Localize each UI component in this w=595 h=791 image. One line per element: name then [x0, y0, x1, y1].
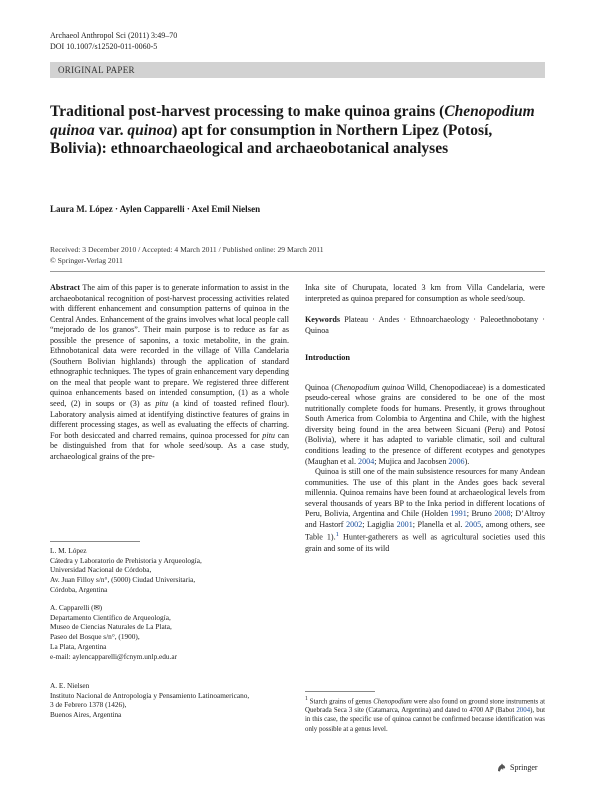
author-list: Laura M. López · Aylen Capparelli · Axel Emil Nielsen	[50, 204, 261, 214]
publisher-name: Springer	[510, 763, 538, 772]
affiliation-name: A. E. Nielsen	[50, 681, 90, 690]
citation-link[interactable]: 2004	[516, 707, 531, 715]
history-dates: Received: 3 December 2010 / Accepted: 4 March 2011 / Published online: 29 March 2011	[50, 245, 324, 254]
affiliation-capparelli: A. Capparelli (✉) Departamento Científico de Arqueología, Museo de Ciencias Naturales de La Plata, Paseo del Bosque s/n°, (1900), La Plata, Argentina e-mail: aylencapparelli@fcnym.unlp.edu.ar	[50, 603, 289, 661]
affiliation-name: A. Capparelli (✉)	[50, 603, 103, 612]
citation-link[interactable]: 2006	[448, 456, 465, 466]
publisher-logo	[496, 762, 538, 773]
article-type-banner: ORIGINAL PAPER	[50, 62, 545, 78]
keywords: Keywords Plateau · Andes · Ethnoarchaeology · Paleoethnobotany · Quinoa	[305, 315, 545, 335]
doi: DOI 10.1007/s12520-011-0060-5	[50, 42, 158, 51]
header-divider	[50, 271, 545, 272]
right-column	[305, 283, 545, 554]
journal-citation	[50, 30, 177, 52]
citation-link[interactable]: 1991	[450, 509, 467, 519]
paper-title: Traditional post-harvest processing to make quinoa grains (Chenopodium quinoa var. quinoa) apt for consumption in Northern Lipez (Potosí, Bolivia): ethnoarchaeological and archaeobotanical analyses	[50, 103, 535, 157]
citation-link[interactable]: 2002	[346, 519, 363, 529]
affiliation-lopez: L. M. López Cátedra y Laboratorio de Prehistoria y Arqueología, Universidad Nacional de Córdoba, Av. Juan Filloy s/n°, (5000) Ciudad Universitaria, Córdoba, Argentina	[50, 546, 289, 595]
citation-link[interactable]: 2004	[358, 456, 375, 466]
intro-paragraph-2: Quinoa is still one of the main subsistence resources for many Andean communities. The use of this plant in the Andes goes back several millennia. Quinoa remains have been found at archaeological levels from several thousands of years BP to the Inka period in different locations of Peru, Bolivia, Argentina and Chile (Holden 1991; Bruno 2008; D’Altroy and Hastorf 2002; Lagiglia 2001; Planella et al. 2005, among others, see Table 1).$^1$ Hunter-gatherers as well as agricultural societies used this grain and some of its wild	[305, 467, 545, 553]
footnote-marker[interactable]: 1	[335, 531, 340, 539]
publication-dates	[50, 245, 324, 266]
journal-reference: Archaeol Anthropol Sci (2011) 3:49–70	[50, 31, 178, 40]
footnote-number: 1	[305, 696, 308, 702]
springer-horse-icon	[496, 762, 507, 773]
affiliation-name: L. M. López	[50, 546, 87, 555]
abstract-label: Abstract	[50, 283, 81, 292]
citation-link[interactable]: 2005	[464, 519, 482, 529]
abstract: Abstract The aim of this paper is to generate information to assist in the archaeobotanical recognition of post-harvest processing activities related with different enhancement and consumption patterns of quinoa in the Central Andes. Enhancement of the grains involves what local people call “mejorado de los granos”. Their main purpose is to reduce as far as possible the presence of saponins, a toxic metabolite, in the grain. Ethnobotanical data were recorded in the village of Villa Candelaria (Southern Bolivian highlands) through the application of standard ethnographic techniques. The types of grain enhancement vary depending on the meal that people want to prepare. We registered three different quinoa enhancements based on intended consumption, (1) as a whole seed, (2) in soups or (3) as pitu (a kind of toasted refined flour). Laboratory analysis aimed at identifying distinctive features of grains in different processing stages, as well as evaluating the effects of charring. For both desiccated and charred remains, quinoa processed for pitu can be distinguished from that for whole seed/soup. As a case study, archaeological grains of the pre-	[50, 283, 289, 461]
section-heading-introduction: Introduction	[305, 353, 351, 363]
contact-email: e-mail: aylencapparelli@fcnym.unlp.edu.ar	[50, 651, 178, 661]
intro-paragraph-1: Quinoa (Chenopodium quinoa Willd, Chenopodiaceae) is a domesticated pseudo-cereal whose grains are considered to be one of the most nutritionally complete foods for humans. Presently, it grows throughout South America from Colombia to Argentina and Chile, with the highest diversity being found in the area between Sicuani (Peru) and Potosí (Bolivia), where it has adapted to variable climatic, soil and cultural conditions leading to the presence of different ecotypes and genotypes (Maughan et al. 2004; Mujica and Jacobsen 2006).	[305, 382, 546, 466]
citation-link[interactable]: 2008	[494, 509, 511, 519]
affiliation-divider	[50, 541, 140, 542]
footnote-divider	[305, 691, 375, 692]
keywords-label: Keywords	[305, 315, 341, 325]
footnote: $^1$ Starch grains of genus Chenopodium were also found on ground stone instruments at Quebrada Seca 3 site (Catamarca, Argentina) and dated to 4700 AP (Babot 2004), but in this case, the specific use of quinoa cannot be confirmed because identification was only possible at a genus level.	[305, 696, 545, 733]
affiliation-nielsen: A. E. Nielsen Instituto Nacional de Antropología y Pensamiento Latinoamericano, 3 de Febrero 1378 (1426), Buenos Aires, Argentina	[50, 681, 289, 720]
copyright: © Springer-Verlag 2011	[50, 255, 123, 265]
citation-link[interactable]: 2001	[396, 519, 413, 529]
abstract-continued: Inka site of Churupata, located 3 km from Villa Candelaria, were interpreted as quinoa prepared for consumption as whole seed/soup.	[305, 283, 545, 303]
